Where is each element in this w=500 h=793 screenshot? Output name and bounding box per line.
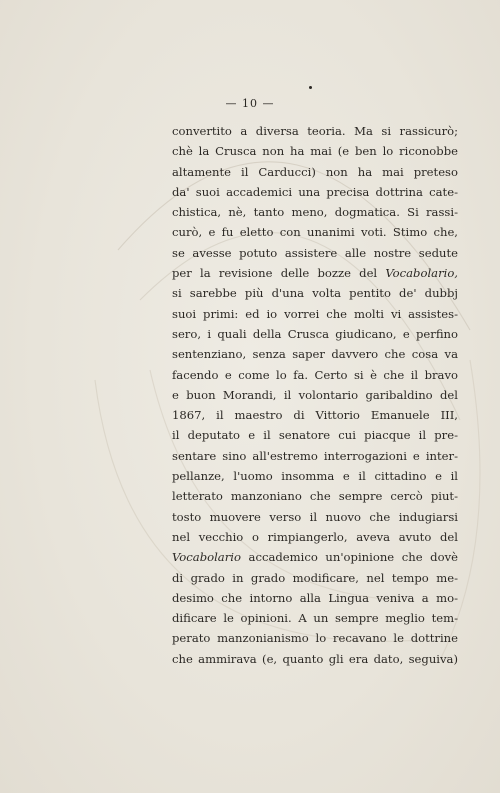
text-segment: curò, e fu eletto con unanimi voti. Stimo che, — [172, 225, 458, 240]
text-segment: per la revisione delle bozze del — [172, 266, 386, 281]
text-line — [172, 486, 458, 506]
text-line — [172, 283, 458, 303]
text-line — [172, 162, 458, 182]
text-segment: sero, i quali della Crusca giudicano, e perfino — [172, 326, 458, 341]
body-text — [172, 121, 458, 669]
text-line — [172, 628, 458, 648]
text-line — [172, 446, 458, 466]
text-segment: se avesse potuto assistere alle nostre sedute — [172, 245, 458, 260]
text-line — [172, 547, 458, 567]
text-line — [172, 263, 458, 283]
text-line — [172, 141, 458, 161]
text-segment: chistica, nè, tanto meno, dogmatica. Si rassi- — [172, 205, 458, 220]
text-segment: e buon Morandi, il volontario garibaldino del — [172, 387, 458, 402]
text-segment: dificare le opinioni. A un sempre meglio tem- — [172, 611, 458, 626]
text-line — [172, 182, 458, 202]
text-segment: accademico un'opinione che dovè — [240, 550, 458, 565]
text-segment: facendo e come lo fa. Certo si è che il bravo — [172, 367, 458, 382]
text-segment: che ammirava (e, quanto gli era dato, seguiva) — [172, 651, 458, 666]
text-line — [172, 527, 458, 547]
text-segment: altamente il Carducci) non ha mai preteso — [172, 164, 458, 179]
text-line — [172, 304, 458, 324]
text-line — [172, 425, 458, 445]
text-line — [172, 608, 458, 628]
text-segment: di grado in grado modificare, nel tempo me- — [172, 570, 458, 585]
text-segment: nel vecchio o rimpiangerlo, aveva avuto del — [172, 529, 458, 544]
text-line — [172, 385, 458, 405]
text-segment: sentenziano, senza saper davvero che cosa va — [172, 347, 458, 362]
text-segment: suoi primi: ed io vorrei che molti vi assistes- — [172, 306, 458, 321]
text-segment: si sarebbe più d'una volta pentito de' dubbj — [172, 286, 458, 301]
text-segment: pellanze, l'uomo insomma e il cittadino e il — [172, 469, 458, 484]
page-mark-dot — [309, 86, 312, 89]
italic-title: Vocabolario — [172, 550, 241, 565]
text-line — [172, 202, 458, 222]
text-segment: tosto muovere verso il nuovo che indugiarsi — [172, 509, 458, 524]
text-segment: chè la Crusca non ha mai (e ben lo riconobbe — [172, 144, 458, 159]
text-line — [172, 324, 458, 344]
page-number: — 10 — — [225, 97, 275, 110]
text-segment: sentare sino all'estremo interrogazioni e inter- — [172, 448, 458, 463]
text-line — [172, 588, 458, 608]
text-line — [172, 405, 458, 425]
text-segment: perato manzonianismo lo recavano le dottrine — [172, 631, 458, 646]
text-line — [172, 222, 458, 242]
text-line — [172, 121, 458, 141]
text-segment: da' suoi accademici una precisa dottrina cate- — [172, 184, 458, 199]
italic-title: Vocabolario, — [385, 266, 458, 281]
text-segment: convertito a diversa teoria. Ma si rassicurò; — [172, 124, 458, 138]
text-line — [172, 568, 458, 588]
text-line — [172, 507, 458, 527]
text-segment: il deputato e il senatore cui piacque il pre- — [172, 428, 458, 443]
text-segment: 1867, il maestro di Vittorio Emanuele III, — [172, 408, 458, 423]
text-line — [172, 466, 458, 486]
text-line — [172, 243, 458, 263]
text-line — [172, 365, 458, 385]
text-segment: letterato manzoniano che sempre cercò piut- — [172, 489, 458, 504]
text-line — [172, 344, 458, 364]
text-segment: desimo che intorno alla Lingua veniva a mo- — [172, 590, 458, 605]
text-line — [172, 649, 458, 669]
